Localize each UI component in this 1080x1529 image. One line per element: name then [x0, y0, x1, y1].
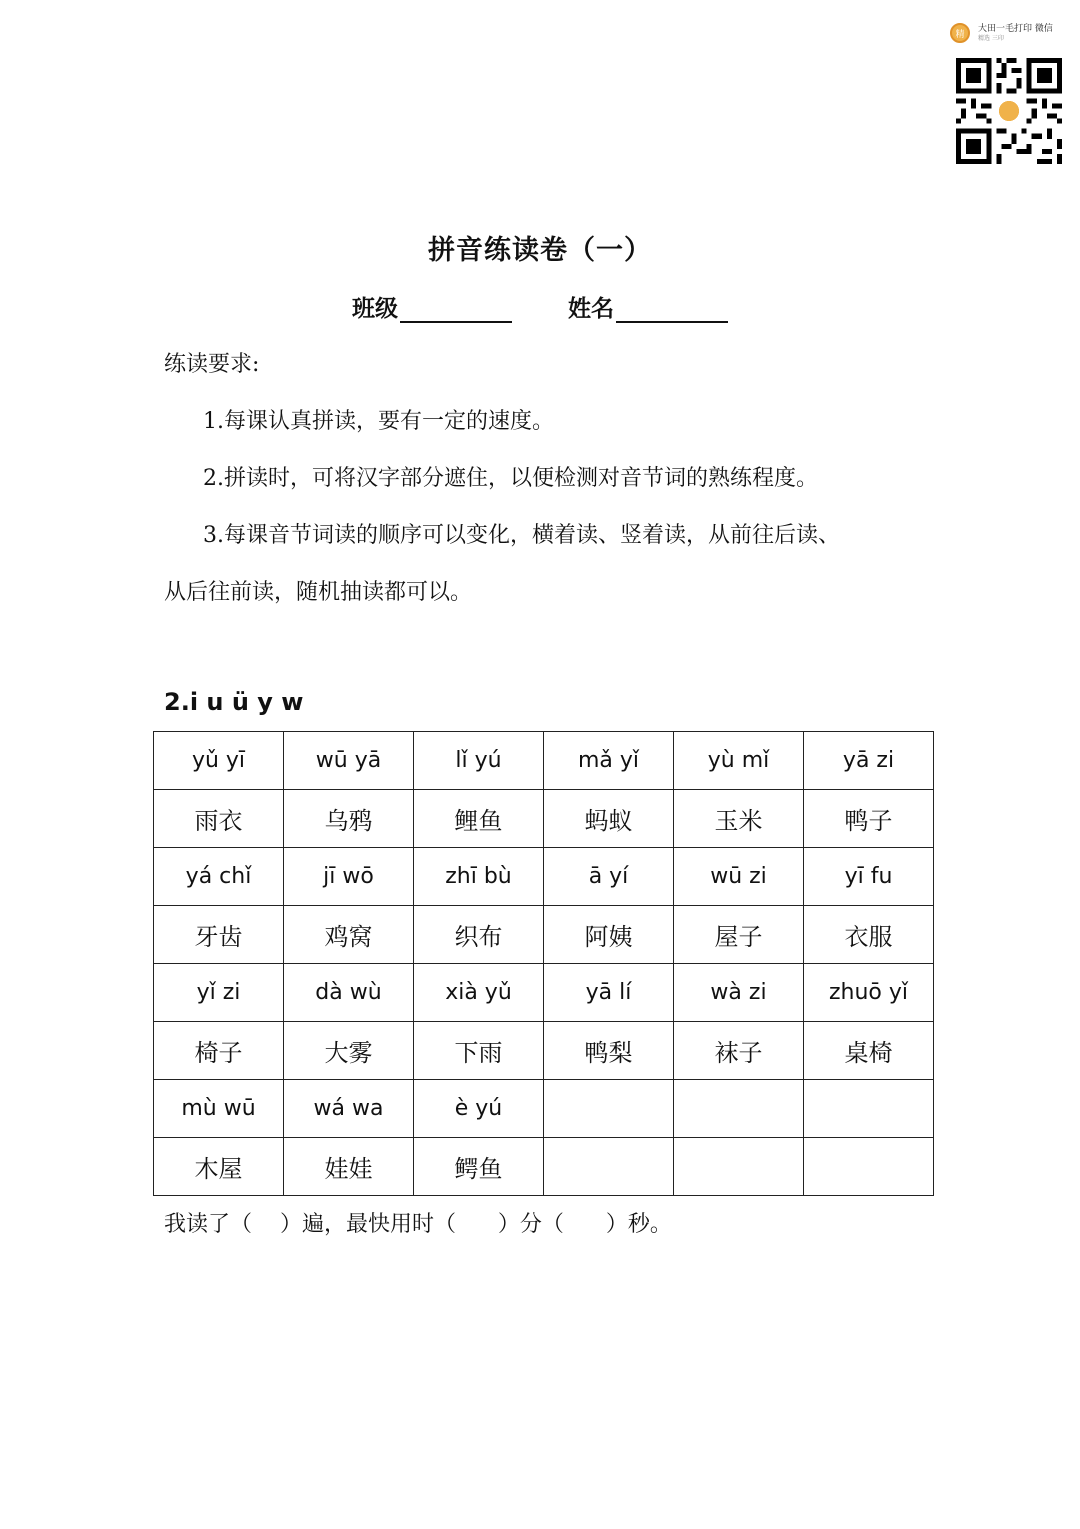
empty-cell — [674, 1138, 804, 1196]
name-field — [568, 290, 728, 323]
hanzi-cell: 阿姨 — [544, 906, 674, 964]
pinyin-cell: yǐ zi — [154, 964, 284, 1022]
pinyin-cell: mǎ yǐ — [544, 732, 674, 790]
pinyin-cell: wū yā — [284, 732, 414, 790]
name-blank — [616, 295, 728, 323]
brand-subtitle: 精选 三印 — [978, 34, 1004, 42]
class-field — [352, 290, 512, 323]
pinyin-table — [153, 731, 934, 1196]
hanzi-cell: 袜子 — [674, 1022, 804, 1080]
empty-cell — [804, 1138, 934, 1196]
name-label: 姓名 — [568, 295, 614, 322]
requirement-item-2: 2.拼读时，可将汉字部分遮住，以便检测对音节词的熟练程度。 — [203, 466, 818, 491]
pinyin-cell: yǔ yī — [154, 732, 284, 790]
qr-block — [950, 18, 1068, 48]
pinyin-cell: wá wa — [284, 1080, 414, 1138]
requirement-item-1: 1.每课认真拼读，要有一定的速度。 — [203, 409, 554, 434]
hanzi-cell: 鸭子 — [804, 790, 934, 848]
pinyin-cell: ā yí — [544, 848, 674, 906]
table-row — [154, 1022, 934, 1080]
hanzi-cell: 椅子 — [154, 1022, 284, 1080]
table-row — [154, 848, 934, 906]
pinyin-cell: zhī bù — [414, 848, 544, 906]
pinyin-cell: yā zi — [804, 732, 934, 790]
hanzi-cell: 桌椅 — [804, 1022, 934, 1080]
class-blank — [400, 295, 512, 323]
hanzi-cell: 屋子 — [674, 906, 804, 964]
brand-name: 大田一毛打印 微信 — [978, 23, 1053, 34]
hanzi-cell: 雨衣 — [154, 790, 284, 848]
hanzi-cell: 织布 — [414, 906, 544, 964]
hanzi-cell: 木屋 — [154, 1138, 284, 1196]
section-heading: 2.i u ü y w — [164, 688, 304, 716]
pinyin-cell: lǐ yú — [414, 732, 544, 790]
pinyin-cell: yī fu — [804, 848, 934, 906]
reading-record-line: 我读了（ ）遍，最快用时（ ）分（ ）秒。 — [164, 1212, 672, 1237]
class-label: 班级 — [352, 295, 398, 322]
pinyin-cell: è yú — [414, 1080, 544, 1138]
table-row — [154, 1080, 934, 1138]
hanzi-cell: 衣服 — [804, 906, 934, 964]
hanzi-cell: 玉米 — [674, 790, 804, 848]
hanzi-cell: 娃娃 — [284, 1138, 414, 1196]
hanzi-cell: 下雨 — [414, 1022, 544, 1080]
hanzi-cell: 鸡窝 — [284, 906, 414, 964]
empty-cell — [544, 1138, 674, 1196]
pinyin-cell: xià yǔ — [414, 964, 544, 1022]
table-row — [154, 1138, 934, 1196]
pinyin-cell: mù wū — [154, 1080, 284, 1138]
brand-logo-icon: 精 — [950, 23, 970, 43]
pinyin-cell: dà wù — [284, 964, 414, 1022]
empty-cell — [674, 1080, 804, 1138]
pinyin-cell: zhuō yǐ — [804, 964, 934, 1022]
table-row — [154, 790, 934, 848]
hanzi-cell: 牙齿 — [154, 906, 284, 964]
empty-cell — [804, 1080, 934, 1138]
requirement-item-3-line-1: 3.每课音节词读的顺序可以变化，横着读、竖着读，从前往后读、 — [203, 523, 840, 548]
pinyin-cell: wū zi — [674, 848, 804, 906]
pinyin-cell: yù mǐ — [674, 732, 804, 790]
hanzi-cell: 鲤鱼 — [414, 790, 544, 848]
student-info-row — [0, 290, 1080, 323]
page-title: 拼音练读卷（一） — [428, 235, 652, 266]
pinyin-cell: jī wō — [284, 848, 414, 906]
hanzi-cell: 大雾 — [284, 1022, 414, 1080]
table-row — [154, 906, 934, 964]
pinyin-cell: yā lí — [544, 964, 674, 1022]
requirement-item-3-line-2: 从后往前读，随机抽读都可以。 — [164, 580, 473, 605]
qr-code-icon — [956, 58, 1062, 164]
hanzi-cell: 鳄鱼 — [414, 1138, 544, 1196]
empty-cell — [544, 1080, 674, 1138]
hanzi-cell: 蚂蚁 — [544, 790, 674, 848]
table-row — [154, 964, 934, 1022]
qr-header — [950, 18, 1068, 48]
requirements-heading: 练读要求: — [164, 352, 260, 377]
pinyin-cell: yá chǐ — [154, 848, 284, 906]
hanzi-cell: 乌鸦 — [284, 790, 414, 848]
hanzi-cell: 鸭梨 — [544, 1022, 674, 1080]
table-row — [154, 732, 934, 790]
pinyin-cell: wà zi — [674, 964, 804, 1022]
